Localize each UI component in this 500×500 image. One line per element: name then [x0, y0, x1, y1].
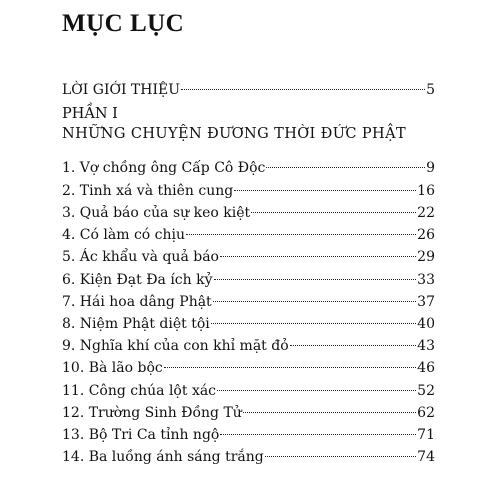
toc-entry-page: 16 [417, 183, 435, 199]
toc-entry[interactable] [62, 425, 435, 445]
dot-leader [251, 212, 416, 213]
toc-entry-page: 43 [417, 338, 435, 354]
toc-entry-page: 5 [426, 82, 435, 98]
dot-leader [266, 167, 425, 168]
toc-entry-page: 62 [417, 405, 435, 421]
toc-entry-page: 74 [417, 449, 435, 465]
page-title: MỤC LỤC [62, 10, 185, 37]
dot-leader [265, 456, 416, 457]
dot-leader [211, 323, 416, 324]
dot-leader [243, 412, 416, 413]
toc-entry-label: 10. Bà lão bộc [62, 360, 163, 376]
part-number: PHẦN I [62, 106, 118, 122]
toc-entry-page: 33 [417, 272, 435, 288]
toc-entry-label: 3. Quả báo của sự keo kiệt [62, 205, 251, 221]
dot-leader [217, 390, 416, 391]
toc-entry-label: 2. Tinh xá và thiên cung [62, 183, 234, 199]
toc-entry-page: 40 [417, 316, 435, 332]
toc-entry[interactable] [62, 358, 435, 378]
toc-entry-label: 13. Bộ Tri Ca tỉnh ngộ [62, 427, 220, 443]
toc-entry-label: LỜI GIỚI THIỆU [62, 82, 181, 98]
toc-entry-label: 6. Kiện Đạt Đa ích kỷ [62, 272, 213, 288]
toc-entry-label: 5. Ác khẩu và quả báo [62, 249, 219, 265]
dot-leader [214, 279, 417, 280]
toc-entry-page: 46 [417, 360, 435, 376]
dot-leader [213, 301, 416, 302]
toc-entry[interactable] [62, 247, 435, 267]
toc-entry-page: 29 [417, 249, 435, 265]
toc-entry-intro[interactable] [62, 80, 435, 100]
dot-leader [186, 234, 416, 235]
dot-leader [181, 89, 425, 90]
toc-entry-label: 8. Niệm Phật diệt tội [62, 316, 210, 332]
toc-entry-page: 71 [417, 427, 435, 443]
toc-entry-label: 12. Trường Sinh Đồng Tử [62, 405, 242, 421]
toc-entry[interactable] [62, 225, 435, 245]
toc-entry[interactable] [62, 181, 435, 201]
dot-leader [220, 256, 416, 257]
toc-entry-label: 7. Hái hoa dâng Phật [62, 294, 212, 310]
toc-entry-label: 11. Công chúa lột xác [62, 383, 217, 399]
dot-leader [290, 345, 417, 346]
dot-leader [234, 190, 416, 191]
toc-entry-page: 26 [417, 227, 435, 243]
toc-entry[interactable] [62, 447, 435, 467]
toc-entry[interactable] [62, 203, 435, 223]
part-heading: NHỮNG CHUYỆN ĐƯƠNG THỜI ĐỨC PHẬT [62, 126, 407, 142]
toc-entry-label: 4. Có làm có chịu [62, 227, 186, 243]
toc-entry-page: 37 [417, 294, 435, 310]
toc-entry[interactable] [62, 292, 435, 312]
toc-entry[interactable] [62, 158, 435, 178]
toc-entry-label: 14. Ba luồng ánh sáng trắng [62, 449, 264, 465]
toc-entry-page: 52 [417, 383, 435, 399]
dot-leader [220, 434, 416, 435]
toc-entry[interactable] [62, 403, 435, 423]
toc-entry-label: 9. Nghĩa khí của con khỉ mặt đỏ [62, 338, 289, 354]
toc-entry[interactable] [62, 381, 435, 401]
toc-entry-page: 22 [417, 205, 435, 221]
toc-entry[interactable] [62, 336, 435, 356]
toc-entry-page: 9 [426, 160, 435, 176]
toc-entry[interactable] [62, 270, 435, 290]
toc-entry-label: 1. Vợ chồng ông Cấp Cô Độc [62, 160, 266, 176]
dot-leader [164, 367, 416, 368]
toc-entry[interactable] [62, 314, 435, 334]
